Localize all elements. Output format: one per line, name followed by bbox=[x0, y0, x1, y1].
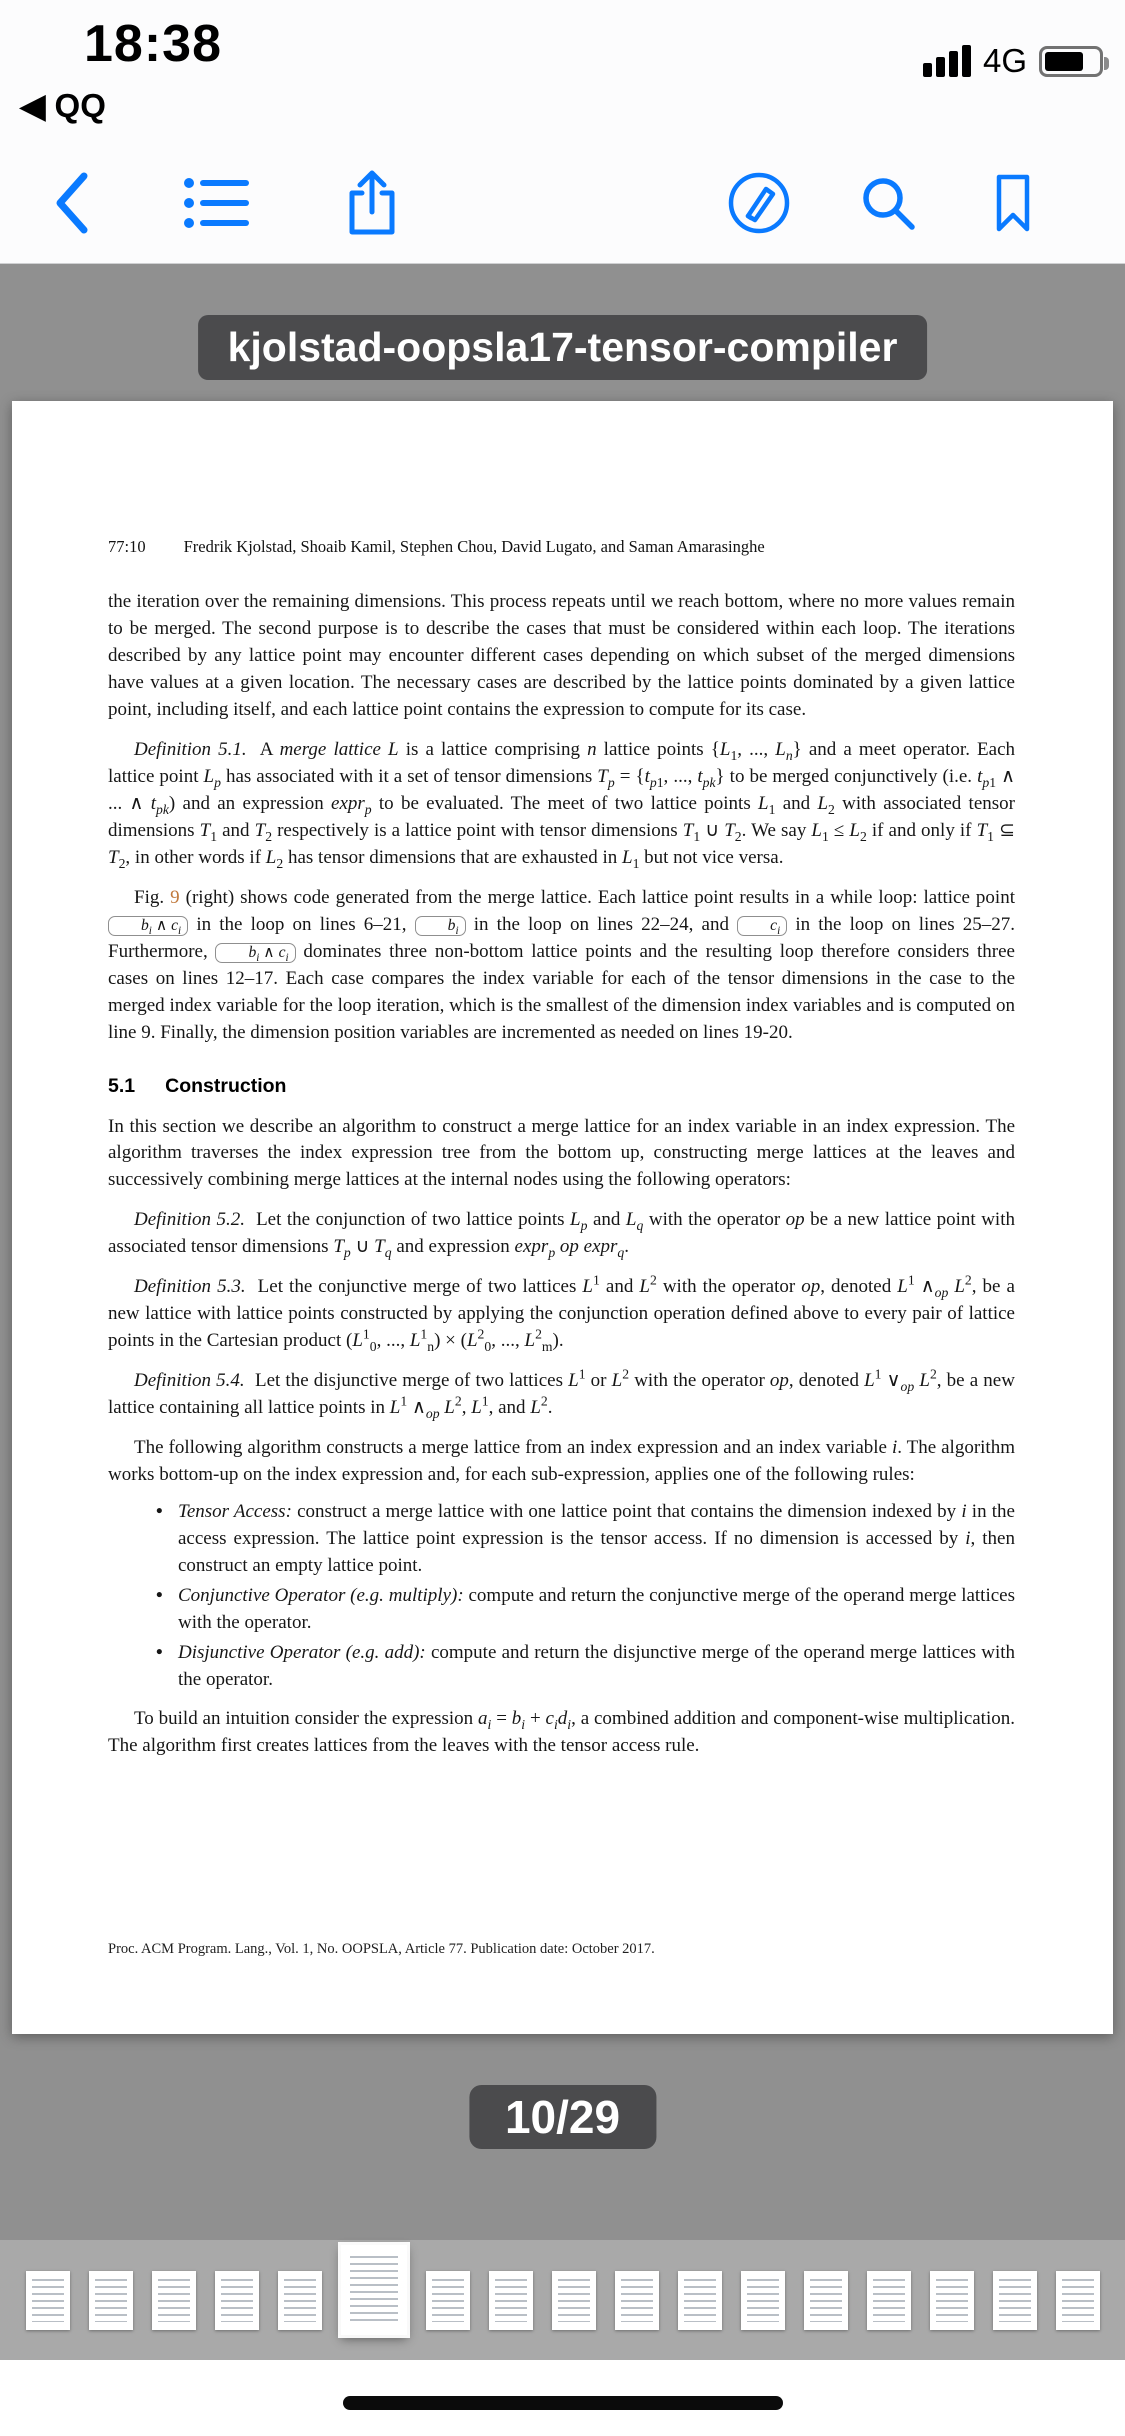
thumbnail-page[interactable] bbox=[278, 2271, 322, 2330]
running-header-page-label: 77:10 bbox=[108, 537, 146, 556]
paragraph-fig9: Fig. 9 (right) shows code generated from the merge lattice. Each lattice point results in a while loop: lattice point $b_i$ ∧ $c_i$ in the loop on lines 6–21, $b_i$ in the loop on lines 22–24, and $c_i$ in the loop on lines 25–27. Furthermore, $b_i$ ∧ $c_i$ dominates three non-bottom lattice points and the resulting loop therefore considers three cases on lines 12–17. Each case compares the index variable for each of the tensor dimensions in the case to the merged index variable for the loop iteration, which is the smallest of the dimension index variables and is computed on line 9. Finally, the dimension position variables are incremented as needed on lines 19-20. bbox=[108, 886, 1016, 1043]
markup-pencil-icon bbox=[726, 170, 792, 236]
rules-list bbox=[154, 1499, 1015, 1694]
definition-5-4: Definition 5.4. Let the disjunctive merge of two lattices $L^1$ or $L^2$ with the operator op, denoted $L^1$ $\vee_{op}$ $L^2$, be a new lattice containing all lattice points in $L^1$ $\wedge_{op}$ $L^2$, $L^1$, and $L^2$. bbox=[108, 1366, 1015, 1422]
thumbnail-page[interactable] bbox=[741, 2271, 785, 2330]
document-title-badge: kjolstad-oopsla17-tensor-compiler bbox=[198, 315, 928, 380]
thumbnail-page[interactable] bbox=[867, 2271, 911, 2330]
list-item: • Conjunctive Operator (e.g. multiply): compute and return the conjunctive merge of the operand merge lattices with the operator. bbox=[154, 1583, 1015, 1637]
thumbnail-page[interactable] bbox=[426, 2271, 470, 2330]
thumbnail-page[interactable] bbox=[1056, 2271, 1100, 2330]
definition-5-3: Definition 5.3. Let the conjunctive merge of two lattices $L^1$ and $L^2$ with the operator op, denoted $L^1$ $\wedge_{op}$ $L^2$, be a new lattice with lattice points constructed by applying the conjunction operation defined above to every pair of lattice points in the Cartesian product ($L^1_0$, ..., $L^1_n) \times (L^2_0$, ..., $L^2_m$). bbox=[108, 1273, 1015, 1355]
status-time: 18:38 bbox=[84, 15, 222, 73]
thumbnail-page[interactable] bbox=[152, 2271, 196, 2330]
battery-icon bbox=[1039, 46, 1103, 77]
thumbnail-page[interactable] bbox=[552, 2271, 596, 2330]
table-of-contents-icon bbox=[184, 175, 250, 231]
markup-button[interactable] bbox=[726, 170, 792, 236]
outline-button[interactable] bbox=[184, 175, 250, 231]
definition-5-2: Definition 5.2. Let the conjunction of two lattice points $L_p$ and $L_q$ with the operator op be a new lattice point with associated tensor dimensions $T_p$ ∪ $T_q$ and expression expr$_p$ op expr$_q$. bbox=[108, 1209, 1015, 1261]
back-button[interactable] bbox=[52, 170, 92, 236]
signal-strength-icon bbox=[923, 45, 971, 77]
paragraph: To build an intuition consider the expression $a_i = b_i + c_id_i$, a combined addition and component-wise multiplication. The algorithm first creates lattices from the leaves with the tensor access rule. bbox=[108, 1707, 1015, 1756]
search-button[interactable] bbox=[858, 173, 918, 233]
copyright-footnote: Proc. ACM Program. Lang., Vol. 1, No. OOPSLA, Article 77. Publication date: October 2017. bbox=[108, 1941, 655, 1957]
chevron-left-icon bbox=[52, 170, 92, 236]
thumbnail-page[interactable] bbox=[26, 2271, 70, 2330]
back-to-app-breadcrumb[interactable]: ◀ QQ bbox=[20, 87, 106, 124]
share-icon bbox=[344, 167, 400, 239]
section-heading bbox=[108, 1075, 1015, 1098]
status-right-cluster bbox=[923, 42, 1103, 80]
pdf-page bbox=[12, 401, 1113, 2034]
thumbnail-page[interactable] bbox=[993, 2271, 1037, 2330]
document-viewport[interactable] bbox=[0, 265, 1125, 2240]
bookmark-button[interactable] bbox=[988, 171, 1038, 235]
thumbnail-page[interactable] bbox=[489, 2271, 533, 2330]
thumbnail-current-page[interactable] bbox=[341, 2245, 407, 2335]
bookmark-icon bbox=[988, 171, 1038, 235]
pdf-toolbar bbox=[0, 150, 1125, 256]
thumbnail-page[interactable] bbox=[804, 2271, 848, 2330]
thumbnail-page[interactable] bbox=[678, 2271, 722, 2330]
thumbnail-page[interactable] bbox=[615, 2271, 659, 2330]
bottom-bar bbox=[0, 2360, 1125, 2436]
section-title: Construction bbox=[165, 1074, 287, 1097]
list-item: • Tensor Access: construct a merge lattice with one lattice point that contains the dimension indexed by i in the access expression. The lattice point expression is the tensor access. If no dimension is accessed by i, then construct an empty lattice point. bbox=[154, 1499, 1015, 1580]
home-indicator[interactable] bbox=[343, 2396, 783, 2410]
share-button[interactable] bbox=[344, 167, 400, 239]
thumbnail-strip[interactable] bbox=[0, 2240, 1125, 2360]
search-icon bbox=[858, 173, 918, 233]
page-number-badge: 10/29 bbox=[469, 2085, 656, 2149]
section-number: 5.1 bbox=[108, 1074, 136, 1097]
top-header bbox=[0, 0, 1125, 264]
paragraph: The following algorithm constructs a merge lattice from an index expression and an index variable i. The algorithm works bottom-up on the index expression and, for each sub-expression, applies one of the following rules: bbox=[108, 1437, 1015, 1486]
running-header bbox=[108, 537, 1015, 557]
thumbnail-page[interactable] bbox=[930, 2271, 974, 2330]
running-header-authors: Fredrik Kjolstad, Shoaib Kamil, Stephen Chou, David Lugato, and Saman Amarasinghe bbox=[183, 537, 765, 556]
paragraph: the iteration over the remaining dimensions. This process repeats until we reach bottom, where no more values remain to be merged. The second purpose is to describe the cases that must be considered within each loop. The iterations described by any lattice point may encounter different cases depending on which subset of the merged dimensions have values at a given location. The necessary cases are described by the lattice points dominated by a given lattice point, including itself, and each lattice point contains the expression to compute for its case. bbox=[108, 591, 1015, 720]
thumbnail-page[interactable] bbox=[215, 2271, 259, 2330]
network-type-label: 4G bbox=[982, 42, 1027, 79]
list-item: • Disjunctive Operator (e.g. add): compute and return the disjunctive merge of the operand merge lattices with the operator. bbox=[154, 1640, 1015, 1694]
thumbnail-page[interactable] bbox=[89, 2271, 133, 2330]
paragraph: In this section we describe an algorithm to construct a merge lattice for an index variable in an index expression. The algorithm traverses the index expression tree from the bottom up, constructing merge lattices at the leaves and successively combining merge lattices at the internal nodes using the following operators: bbox=[108, 1115, 1015, 1191]
definition-5-1: Definition 5.1. A merge lattice L is a lattice comprising n lattice points {$L_1$, ..., $L_n$} and a meet operator. Each lattice point $L_p$ has associated with it a set of tensor dimensions $T_p = \{t_{p1}$, ..., $t_{pk}$} to be merged conjunctively (i.e. $t_{p1}$ ∧ ... ∧ $t_{pk}$) and an expression expr$_p$ to be evaluated. The meet of two lattice points $L_1$ and $L_2$ with associated tensor dimensions $T_1$ and $T_2$ respectively is a lattice point with tensor dimensions $T_1$ ∪ $T_2$. We say $L_1 \le L_2$ if and only if $T_1$ ⊆ $T_2$, in other words if $L_2$ has tensor dimensions that are exhausted in $L_1$ but not vice versa. bbox=[108, 738, 1016, 871]
